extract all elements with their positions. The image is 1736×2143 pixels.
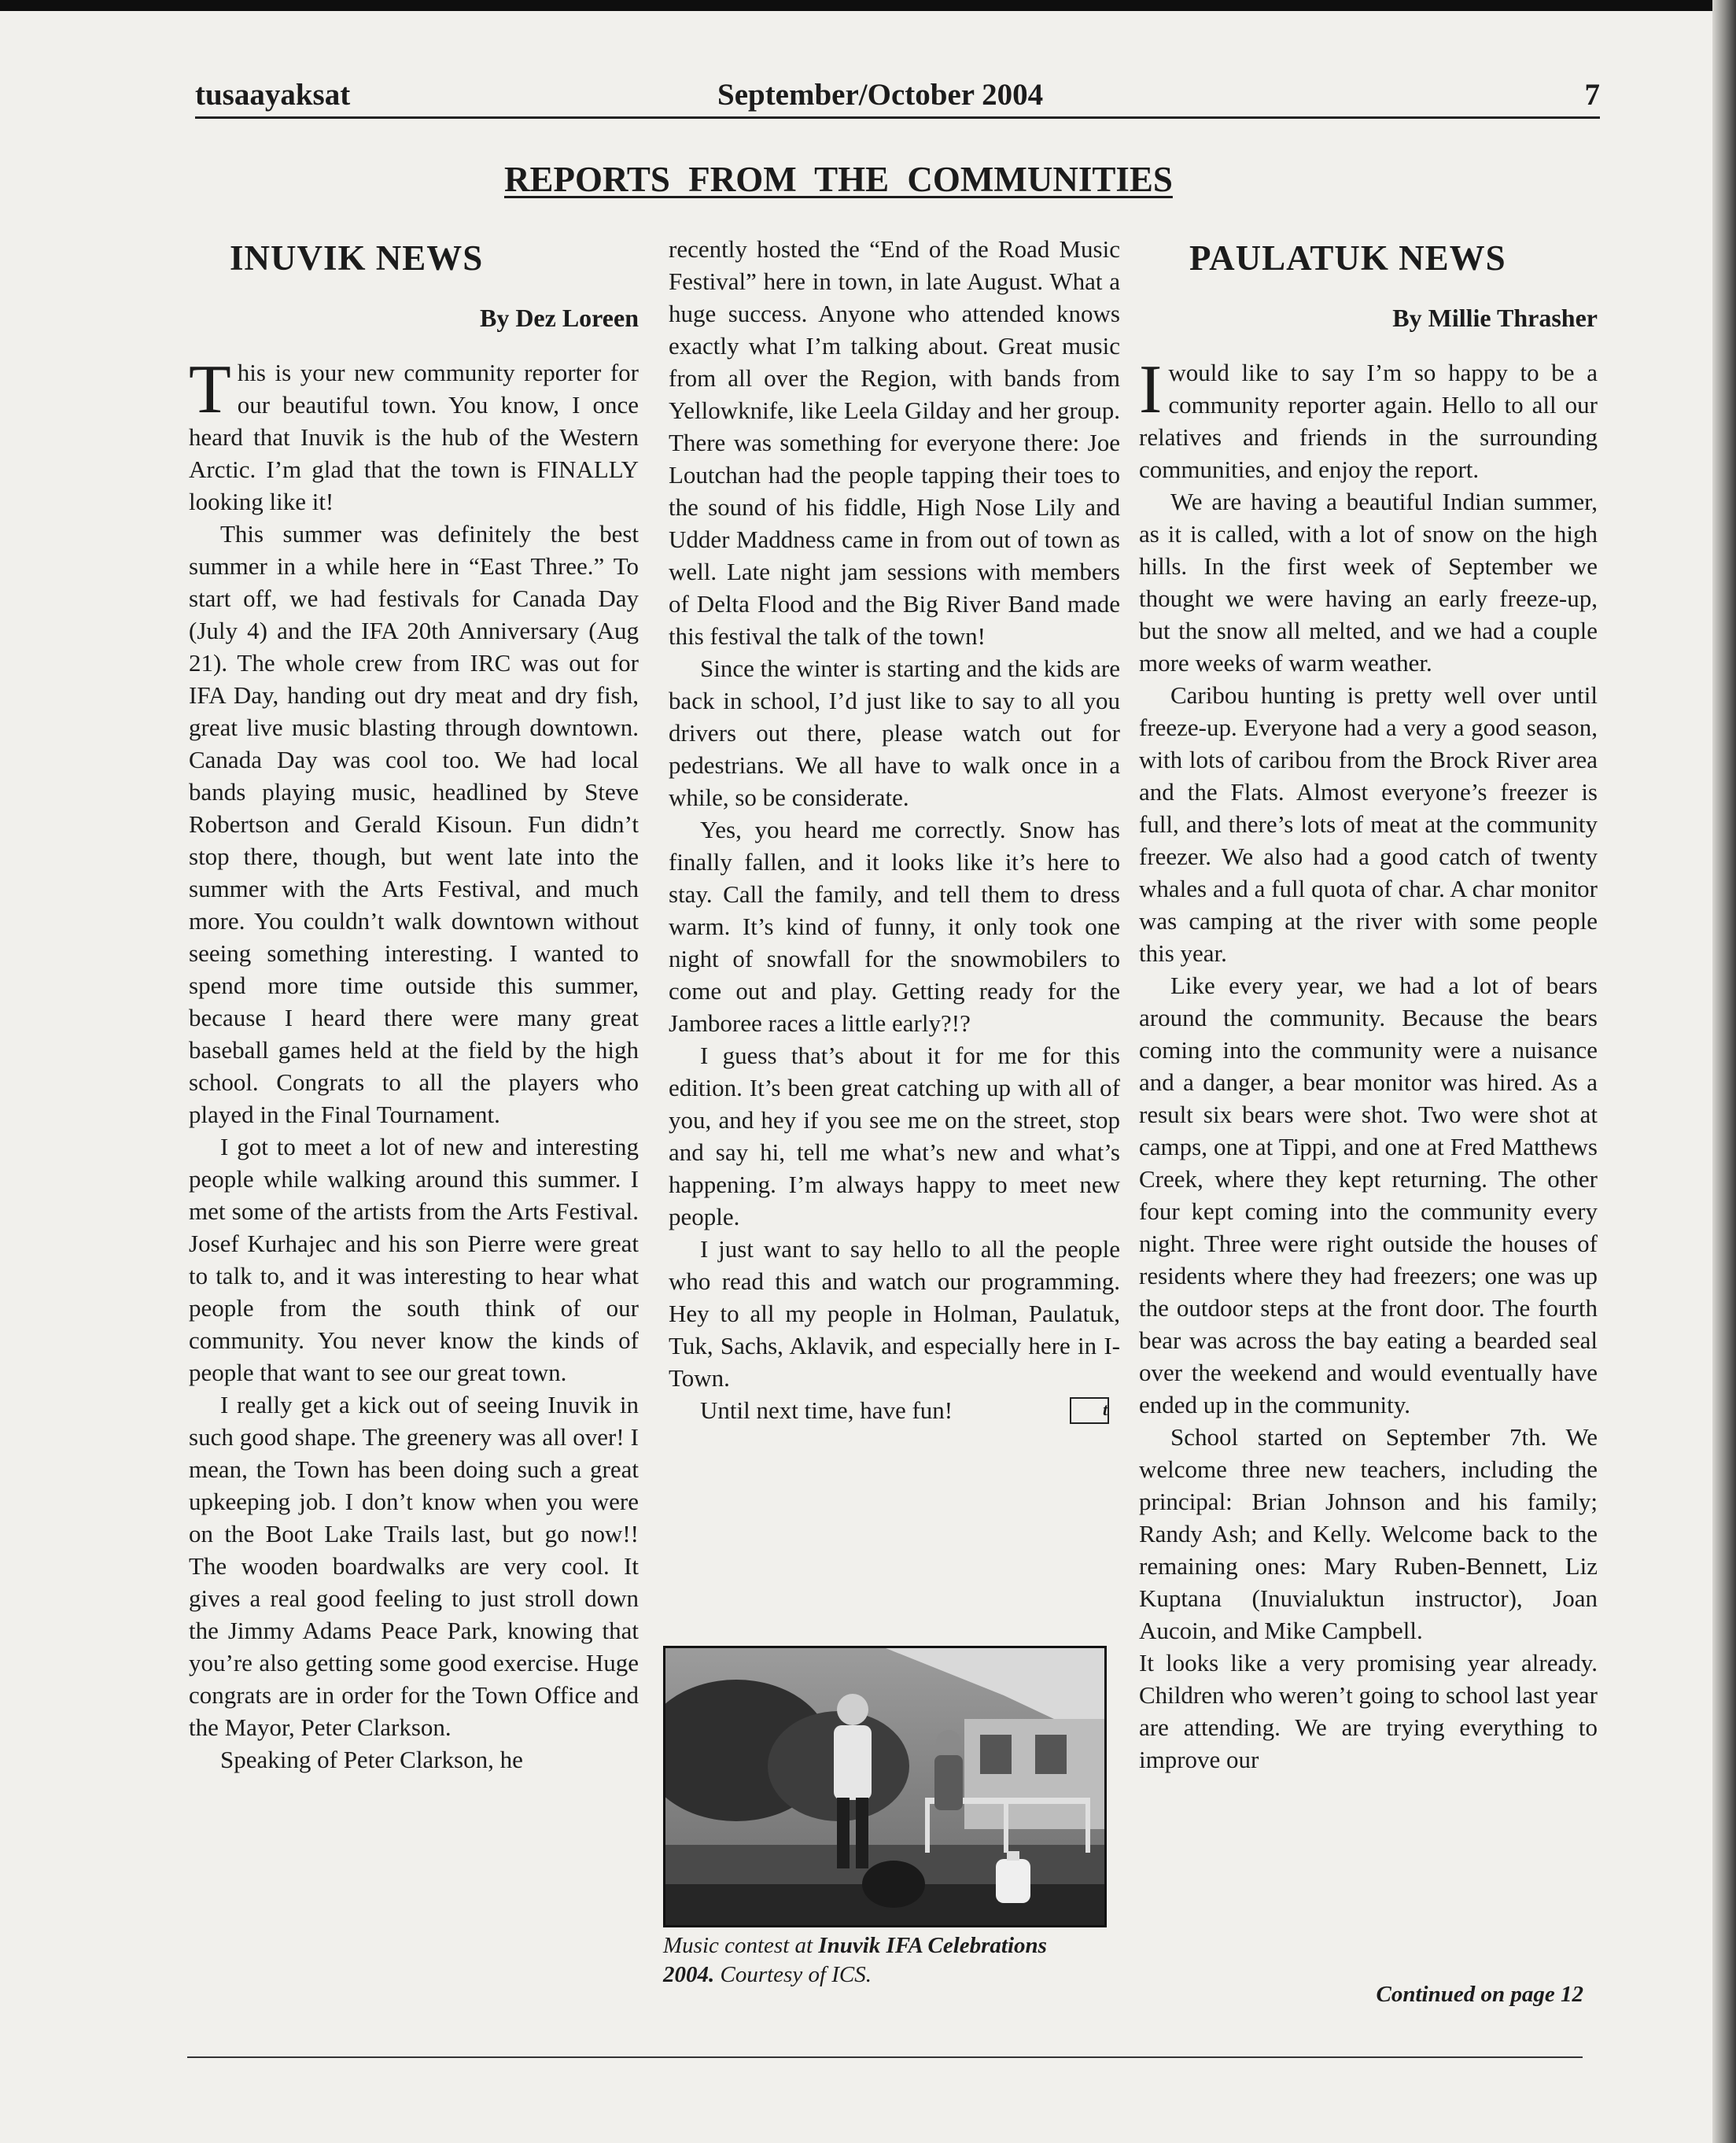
paulatuk-byline: By Millie Thrasher [1392, 304, 1598, 332]
end-of-article-mark: t [1070, 1397, 1109, 1424]
publication-name: tusaayaksat [195, 78, 351, 112]
paulatuk-paragraph-5: School started on September 7th. We welcome three new teachers, including the principal: Brian Johnson and his family; Randy Ash; and Kelly. Welcome back to the remaining ones: Mary Ruben-Bennett, Liz Kuptana (Inuvialuktun instructor), Joan Aucoin, and Mike Campbell. [1139, 1423, 1598, 1644]
inuvik-paragraph-2: This summer was definitely the best summer in a while here in “East Three.” To start off, we had festivals for Canada Day (July 4) and the IFA 20th Anniversary (Aug 21). The whole crew from IRC was out for IFA Day, handing out dry meat and dry fish, great live music blasting through downtown. Canada Day was cool too. We had local bands playing music, headlined by Steve Robertson and Gerald Kisoun. Fun didn’t stop there, though, but went late into the summer with the Arts Festival, and much more. You couldn’t walk downtown without seeing something interesting. I wanted to spend more time outside this summer, because I heard there were many great baseball games held at the field by the high school. Congrats to all the players who played in the Final Tournament. [189, 520, 639, 1128]
drop-cap: T [189, 352, 231, 428]
page-header [195, 77, 1600, 119]
paulatuk-paragraph-2: We are having a beautiful Indian summer, as it is called, with a lot of snow on the high hills. In the first week of September we thought we were having an early freeze-up, but the snow all melted, and we had a couple more weeks of warm weather. [1139, 488, 1598, 677]
inuvik-paragraph-9: I just want to say hello to all the people who read this and watch our programming. Hey to all my people in Holman, Paulatuk, Tuk, Sachs, Aklavik, and especially here in I-Town. [669, 1235, 1120, 1392]
inuvik-title: INUVIK NEWS [230, 238, 484, 278]
issue-date: September/October 2004 [717, 78, 1044, 112]
paulatuk-paragraph-3: Caribou hunting is pretty well over until freeze-up. Everyone had a very a good season, with lots of caribou from the Brock River area and the Flats. Almost everyone’s freezer is full, and there’s lots of meat at the community freezer. We also had a good catch of twenty whales and a full quota of char. A char monitor was camping at the river with some people this year. [1139, 681, 1598, 967]
paulatuk-column [1139, 236, 1598, 1776]
inuvik-paragraph-8: I guess that’s about it for me for this edition. It’s been great catching up with all of you, and hey if you see me on the street, stop and say hi, tell me what’s new and what’s happening. I’m always happy to meet new people. [669, 1042, 1120, 1230]
paulatuk-paragraph-4: Like every year, we had a lot of bears around the community. Because the bears coming into the community were a nuisance and a danger, a bear monitor was hired. As a result six bears were shot. Two were shot at camps, one at Tippi, and one at Fred Matthews Creek, where they kept returning. The other four kept coming into the community every night. Three were right outside the houses of residents where they had freezers; one was up the outdoor steps at the front door. The fourth bear was across the bay eating a bearded seal over the weekend and would eventually have ended up in the community. [1139, 972, 1598, 1418]
page-number: 7 [1584, 78, 1600, 112]
inuvik-paragraph-5-continued: recently hosted the “End of the Road Music Festival” here in town, in late August. What a huge success. Anyone who attended knows exactly what I’m talking about. Great music from all over the Region, with bands from Yellowknife, like Leela Gilday and her group. There was something for everyone there: Joe Loutchan had the people tapping their toes to the sound of his fiddle, High Nose Lily and Udder Maddness came in from out of town as well. Late night jam sessions with members of Delta Flood and the Big River Band made this festival the talk of the town! [669, 235, 1120, 650]
paulatuk-paragraph-1: Iwould like to say I’m so happy to be a community reporter again. Hello to all our relatives and friends in the surrounding communities, and enjoy the report. [1139, 352, 1598, 483]
inuvik-paragraph-5-start: Speaking of Peter Clarkson, he [220, 1746, 523, 1773]
inuvik-paragraph-10: Until next time, have fun! t [700, 1396, 1108, 1424]
inuvik-byline: By Dez Loreen [479, 304, 639, 332]
inuvik-column-continued [669, 233, 1120, 1426]
inuvik-paragraph-1: This is your new community reporter for our beautiful town. You know, I once heard that Inuvik is the hub of the Western Arctic. I’m glad that the town is FINALLY looking like it! [189, 352, 639, 515]
photo-caption: Music contest at Inuvik IFA Celebrations 2004. Courtesy of ICS. [663, 1933, 1047, 1987]
inuvik-column [189, 236, 639, 1776]
inuvik-paragraph-3: I got to meet a lot of new and interesting people while walking around this summer. I met some of the artists from the Arts Festival. Josef Kurhajec and his son Pierre were great to talk to, and it was interesting to hear what people from the south think of our community. You never know the kinds of people that want to see our great town. [189, 1133, 639, 1386]
scan-right-edge [1712, 0, 1736, 2143]
music-contest-photo [663, 1646, 1107, 1927]
scan-top-edge [0, 0, 1736, 11]
section-title: REPORTS FROM THE COMMUNITIES [504, 160, 1173, 199]
inuvik-paragraph-4: I really get a kick out of seeing Inuvik in such good shape. The greenery was all over! I mean, the Town has been doing such a great upkeeping job. I don’t know when you were on the Boot Lake Trails last, but go now!! The wooden boardwalks are very cool. It gives a real good feeling to just stroll down the Jimmy Adams Peace Park, knowing that you’re also getting some good exercise. Huge congrats are in order for the Town Office and the Mayor, Peter Clarkson. [189, 1391, 639, 1741]
continued-on-page: Continued on page 12 [1376, 1982, 1583, 2007]
paulatuk-paragraph-6: It looks like a very promising year already. Children who weren’t going to school last year are attending. We are trying everything to improve our [1139, 1649, 1598, 1773]
inuvik-paragraph-7: Yes, you heard me correctly. Snow has finally fallen, and it looks like it’s here to stay. Call the family, and tell them to dress warm. It’s kind of funny, it only took one night of snowfall for the snowmobilers to come out and play. Getting ready for the Jamboree races a little early?!? [669, 816, 1120, 1037]
paulatuk-title: PAULATUK NEWS [1189, 238, 1506, 278]
drop-cap: I [1139, 352, 1163, 428]
footer-rule [187, 2056, 1583, 2058]
inuvik-paragraph-6: Since the winter is starting and the kids are back in school, I’d just like to say to all you drivers out there, please watch out for pedestrians. We all have to walk once in a while, so be considerate. [669, 655, 1120, 811]
